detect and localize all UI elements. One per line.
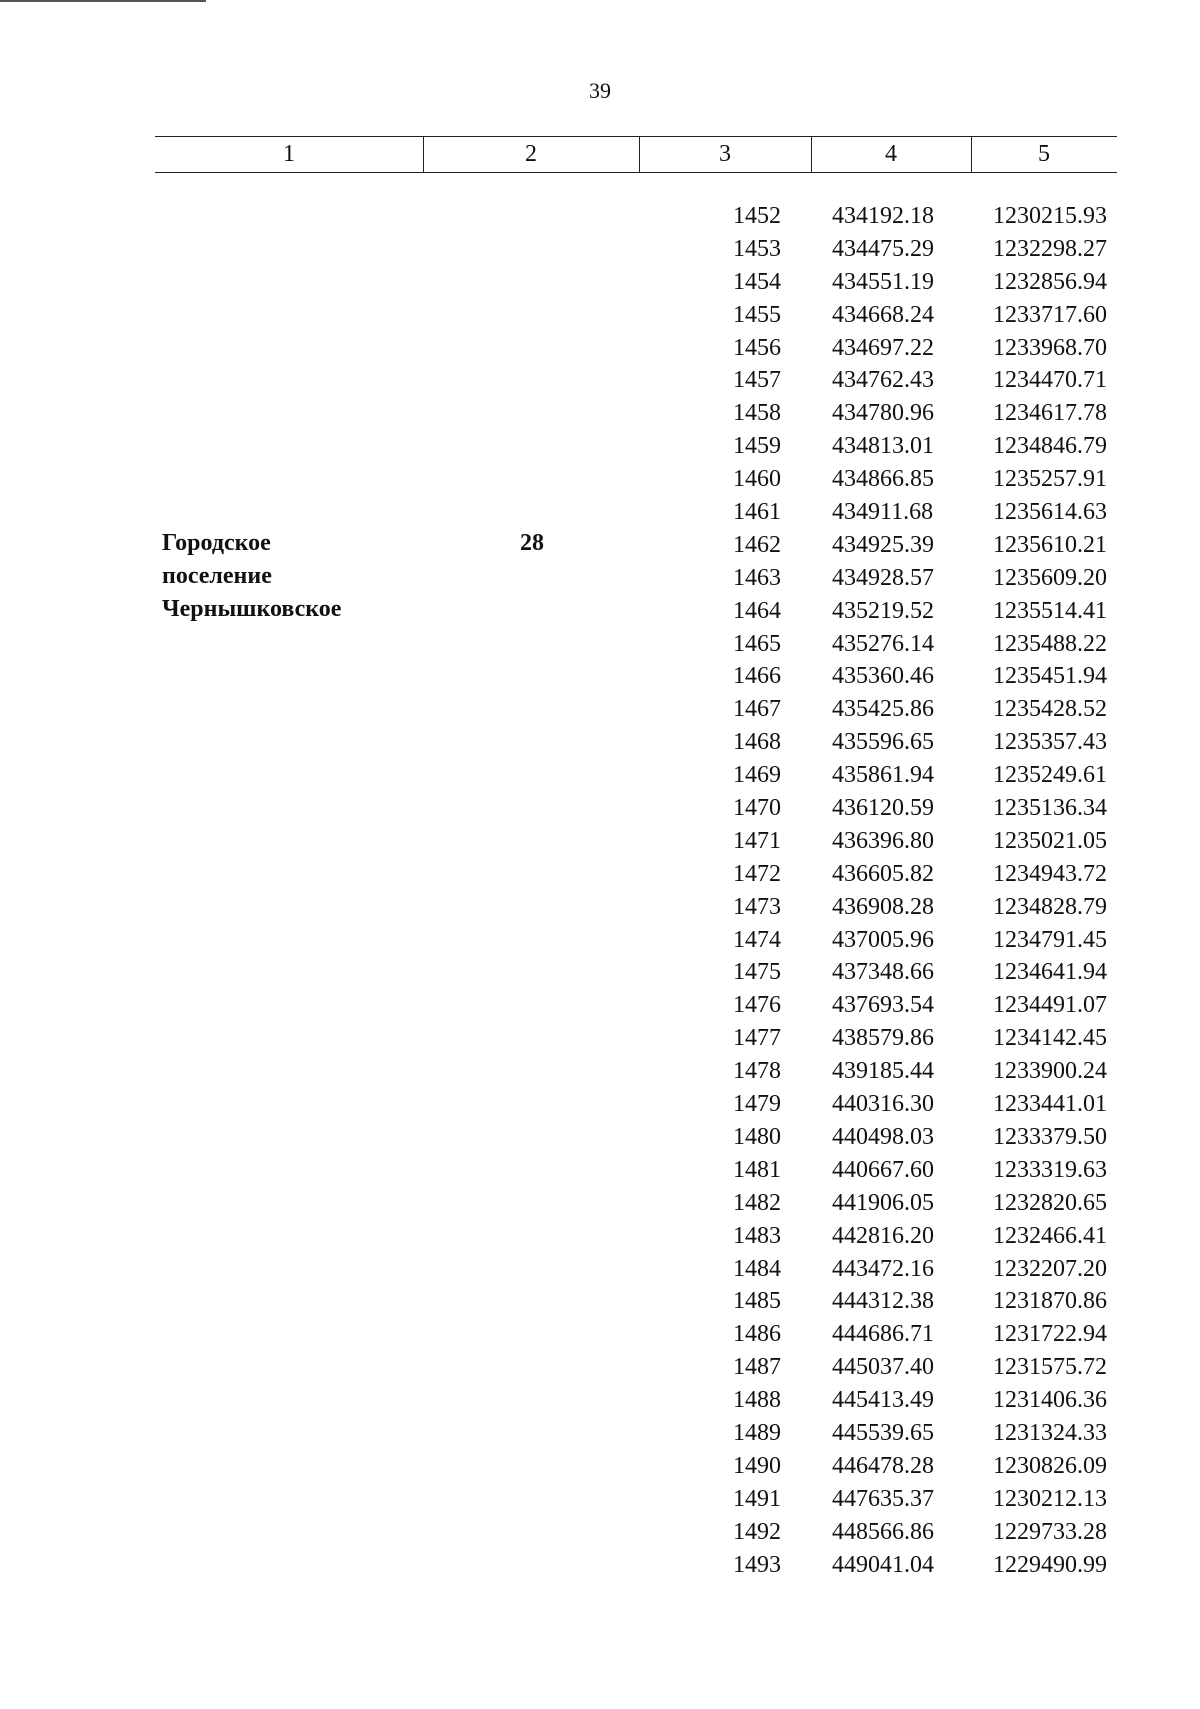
x-coordinate-cell: 435596.65 (832, 729, 934, 756)
y-coordinate-cell: 1234828.79 (993, 893, 1107, 920)
x-coordinate-cell: 437693.54 (832, 992, 934, 1019)
table-header (155, 136, 1117, 173)
table-row (0, 430, 1200, 463)
point-number-cell: 1465 (733, 630, 781, 657)
table-row (0, 1154, 1200, 1187)
x-coordinate-cell: 438579.86 (832, 1025, 934, 1052)
point-number-cell: 1484 (733, 1255, 781, 1282)
table-row (0, 1055, 1200, 1088)
point-number-cell: 1481 (733, 1156, 781, 1183)
x-coordinate-cell: 434551.19 (832, 268, 934, 295)
table-row (0, 1253, 1200, 1286)
y-coordinate-cell: 1231406.36 (993, 1387, 1107, 1414)
y-coordinate-cell: 1233717.60 (993, 301, 1107, 328)
table-row (0, 1483, 1200, 1516)
y-coordinate-cell: 1235614.63 (993, 499, 1107, 526)
point-number-cell: 1493 (733, 1551, 781, 1578)
x-coordinate-cell: 440667.60 (832, 1156, 934, 1183)
x-coordinate-cell: 442816.20 (832, 1222, 934, 1249)
point-number-cell: 1490 (733, 1452, 781, 1479)
y-coordinate-cell: 1234943.72 (993, 860, 1107, 887)
point-number-cell: 1458 (733, 400, 781, 427)
point-number-cell: 1456 (733, 334, 781, 361)
y-coordinate-cell: 1229733.28 (993, 1518, 1107, 1545)
table-row (0, 463, 1200, 496)
column-header-5: 5 (1038, 141, 1050, 167)
point-number-cell: 1457 (733, 367, 781, 394)
y-coordinate-cell: 1235428.52 (993, 696, 1107, 723)
point-number-cell: 1473 (733, 893, 781, 920)
point-number-cell: 1470 (733, 795, 781, 822)
x-coordinate-cell: 434668.24 (832, 301, 934, 328)
point-number-cell: 1491 (733, 1485, 781, 1512)
x-coordinate-cell: 440498.03 (832, 1123, 934, 1150)
table-row (0, 1351, 1200, 1384)
column-header-1: 1 (283, 141, 295, 167)
y-coordinate-cell: 1235514.41 (993, 597, 1107, 624)
y-coordinate-cell: 1235610.21 (993, 531, 1107, 558)
table-row (0, 496, 1200, 529)
column-header-4: 4 (885, 141, 897, 167)
x-coordinate-cell: 436908.28 (832, 893, 934, 920)
x-coordinate-cell: 434866.85 (832, 466, 934, 493)
y-coordinate-cell: 1235249.61 (993, 762, 1107, 789)
coordinate-table-body (0, 200, 1200, 1581)
point-number-cell: 1474 (733, 926, 781, 953)
table-row (0, 233, 1200, 266)
table-row (0, 1285, 1200, 1318)
x-coordinate-cell: 435219.52 (832, 597, 934, 624)
table-row (0, 200, 1200, 233)
x-coordinate-cell: 445413.49 (832, 1387, 934, 1414)
y-coordinate-cell: 1231575.72 (993, 1354, 1107, 1381)
x-coordinate-cell: 437348.66 (832, 959, 934, 986)
table-row (0, 1318, 1200, 1351)
table-row (0, 1220, 1200, 1253)
x-coordinate-cell: 435276.14 (832, 630, 934, 657)
y-coordinate-cell: 1235451.94 (993, 663, 1107, 690)
x-coordinate-cell: 444312.38 (832, 1288, 934, 1315)
x-coordinate-cell: 448566.86 (832, 1518, 934, 1545)
y-coordinate-cell: 1235609.20 (993, 564, 1107, 591)
point-number-cell: 1453 (733, 235, 781, 262)
x-coordinate-cell: 434925.39 (832, 531, 934, 558)
table-row (0, 989, 1200, 1022)
scan-edge-line (0, 0, 206, 2)
x-coordinate-cell: 436396.80 (832, 827, 934, 854)
y-coordinate-cell: 1232466.41 (993, 1222, 1107, 1249)
table-row (0, 858, 1200, 891)
region-name-line: Чернышковское (162, 596, 342, 622)
table-row (0, 299, 1200, 332)
point-number-cell: 1461 (733, 499, 781, 526)
table-row (0, 956, 1200, 989)
point-number-cell: 1480 (733, 1123, 781, 1150)
x-coordinate-cell: 445539.65 (832, 1419, 934, 1446)
y-coordinate-cell: 1232298.27 (993, 235, 1107, 262)
page-number: 39 (589, 78, 611, 103)
x-coordinate-cell: 447635.37 (832, 1485, 934, 1512)
x-coordinate-cell: 444686.71 (832, 1321, 934, 1348)
table-row (0, 660, 1200, 693)
x-coordinate-cell: 434911.68 (832, 499, 934, 526)
x-coordinate-cell: 439185.44 (832, 1058, 934, 1085)
point-number-cell: 1477 (733, 1025, 781, 1052)
y-coordinate-cell: 1229490.99 (993, 1551, 1107, 1578)
x-coordinate-cell: 435360.46 (832, 663, 934, 690)
x-coordinate-cell: 434192.18 (832, 203, 934, 229)
y-coordinate-cell: 1235021.05 (993, 827, 1107, 854)
table-row (0, 924, 1200, 957)
table-row (0, 891, 1200, 924)
x-coordinate-cell: 443472.16 (832, 1255, 934, 1282)
y-coordinate-cell: 1234491.07 (993, 992, 1107, 1019)
table-row (0, 792, 1200, 825)
point-number-cell: 1476 (733, 992, 781, 1019)
x-coordinate-cell: 440316.30 (832, 1091, 934, 1118)
table-row (0, 1384, 1200, 1417)
y-coordinate-cell: 1233379.50 (993, 1123, 1107, 1150)
table-row (0, 1450, 1200, 1483)
x-coordinate-cell: 437005.96 (832, 926, 934, 953)
point-number-cell: 1478 (733, 1058, 781, 1085)
table-row (0, 825, 1200, 858)
y-coordinate-cell: 1230826.09 (993, 1452, 1107, 1479)
table-row (0, 595, 1200, 628)
x-coordinate-cell: 435861.94 (832, 762, 934, 789)
table-row (0, 1516, 1200, 1549)
point-number-cell: 1472 (733, 860, 781, 887)
point-number-cell: 1459 (733, 433, 781, 460)
x-coordinate-cell: 435425.86 (832, 696, 934, 723)
x-coordinate-cell: 436605.82 (832, 860, 934, 887)
y-coordinate-cell: 1235357.43 (993, 729, 1107, 756)
y-coordinate-cell: 1235136.34 (993, 795, 1107, 822)
y-coordinate-cell: 1233968.70 (993, 334, 1107, 361)
table-row (0, 1417, 1200, 1450)
y-coordinate-cell: 1234470.71 (993, 367, 1107, 394)
y-coordinate-cell: 1235488.22 (993, 630, 1107, 657)
y-coordinate-cell: 1234791.45 (993, 926, 1107, 953)
point-number-cell: 1454 (733, 268, 781, 295)
point-number-cell: 1464 (733, 597, 781, 624)
x-coordinate-cell: 445037.40 (832, 1354, 934, 1381)
y-coordinate-cell: 1233441.01 (993, 1091, 1107, 1118)
y-coordinate-cell: 1230212.13 (993, 1485, 1107, 1512)
point-number-cell: 1479 (733, 1091, 781, 1118)
y-coordinate-cell: 1235257.91 (993, 466, 1107, 493)
x-coordinate-cell: 434762.43 (832, 367, 934, 394)
point-number-cell: 1489 (733, 1419, 781, 1446)
point-number-cell: 1475 (733, 959, 781, 986)
region-name-line: Городское (162, 530, 271, 556)
point-number-cell: 1469 (733, 762, 781, 789)
y-coordinate-cell: 1231722.94 (993, 1321, 1107, 1348)
y-coordinate-cell: 1230215.93 (993, 203, 1107, 229)
table-row (0, 562, 1200, 595)
point-number-cell: 1485 (733, 1288, 781, 1315)
point-number-cell: 1467 (733, 696, 781, 723)
table-row (0, 364, 1200, 397)
table-row (0, 1121, 1200, 1154)
point-number-cell: 1468 (733, 729, 781, 756)
point-number-cell: 1488 (733, 1387, 781, 1414)
x-coordinate-cell: 436120.59 (832, 795, 934, 822)
y-coordinate-cell: 1233900.24 (993, 1058, 1107, 1085)
table-row (0, 1088, 1200, 1121)
table-row (0, 266, 1200, 299)
y-coordinate-cell: 1232207.20 (993, 1255, 1107, 1282)
table-row (0, 759, 1200, 792)
y-coordinate-cell: 1234641.94 (993, 959, 1107, 986)
region-code: 28 (520, 530, 544, 556)
column-header-3: 3 (719, 141, 731, 167)
point-number-cell: 1486 (733, 1321, 781, 1348)
point-number-cell: 1463 (733, 564, 781, 591)
table-row (0, 397, 1200, 430)
y-coordinate-cell: 1232856.94 (993, 268, 1107, 295)
y-coordinate-cell: 1231324.33 (993, 1419, 1107, 1446)
x-coordinate-cell: 434697.22 (832, 334, 934, 361)
point-number-cell: 1482 (733, 1189, 781, 1216)
point-number-cell: 1455 (733, 301, 781, 328)
point-number-cell: 1471 (733, 827, 781, 854)
table-row (0, 628, 1200, 661)
table-row (0, 1187, 1200, 1220)
y-coordinate-cell: 1232820.65 (993, 1189, 1107, 1216)
x-coordinate-cell: 434475.29 (832, 235, 934, 262)
table-row (0, 529, 1200, 562)
point-number-cell: 1460 (733, 466, 781, 493)
point-number-cell: 1487 (733, 1354, 781, 1381)
point-number-cell: 1492 (733, 1518, 781, 1545)
table-row (0, 1022, 1200, 1055)
x-coordinate-cell: 434928.57 (832, 564, 934, 591)
region-name-line: поселение (162, 563, 272, 589)
table-row (0, 332, 1200, 365)
table-row (0, 693, 1200, 726)
x-coordinate-cell: 449041.04 (832, 1551, 934, 1578)
y-coordinate-cell: 1234142.45 (993, 1025, 1107, 1052)
y-coordinate-cell: 1233319.63 (993, 1156, 1107, 1183)
table-row (0, 726, 1200, 759)
point-number-cell: 1466 (733, 663, 781, 690)
x-coordinate-cell: 441906.05 (832, 1189, 934, 1216)
y-coordinate-cell: 1234846.79 (993, 433, 1107, 460)
y-coordinate-cell: 1234617.78 (993, 400, 1107, 427)
x-coordinate-cell: 446478.28 (832, 1452, 934, 1479)
column-header-2: 2 (525, 141, 537, 167)
x-coordinate-cell: 434813.01 (832, 433, 934, 460)
point-number-cell: 1452 (733, 203, 781, 229)
y-coordinate-cell: 1231870.86 (993, 1288, 1107, 1315)
table-row (0, 1549, 1200, 1582)
point-number-cell: 1483 (733, 1222, 781, 1249)
x-coordinate-cell: 434780.96 (832, 400, 934, 427)
point-number-cell: 1462 (733, 531, 781, 558)
